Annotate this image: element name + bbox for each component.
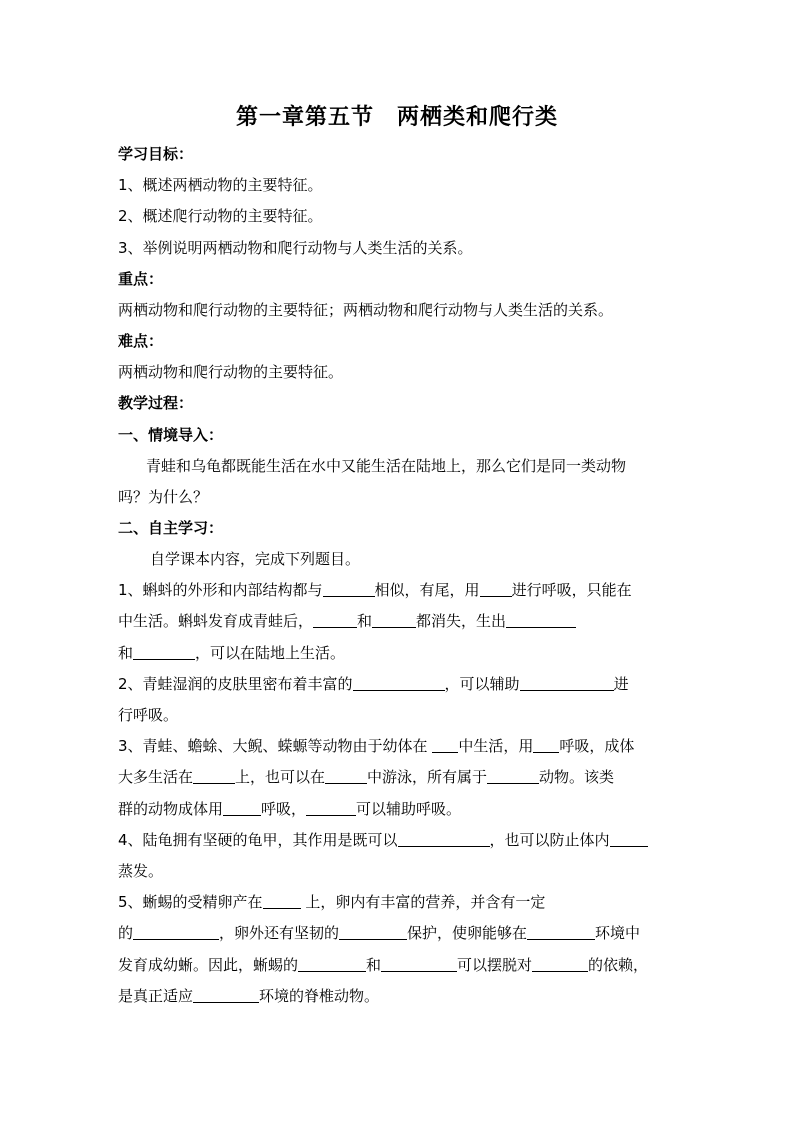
blank <box>610 831 648 847</box>
question-2-line-1: 2、青蛙湿润的皮肤里密布着丰富的 ，可以辅助 进 <box>118 675 629 693</box>
blank <box>325 768 367 784</box>
blank <box>533 737 559 753</box>
section2-intro: 自学课本内容，完成下列题目。 <box>150 550 361 568</box>
objectives-heading: 学习目标： <box>118 145 194 163</box>
blank <box>223 800 261 816</box>
section1-heading: 一、情境导入： <box>118 426 224 444</box>
question-2-line-2: 行呼吸。 <box>118 706 179 724</box>
question-5-line-1: 5、蜥蜴的受精卵产在 上，卵内有丰富的营养，并含有一定 <box>118 893 546 911</box>
blank <box>487 768 539 784</box>
page-title: 第一章第五节 两栖类和爬行类 <box>235 105 558 130</box>
question-3-line-2: 大多生活在 上，也可以在 中游泳，所有属于 动物。该类 <box>118 768 615 786</box>
objective-item-2: 2、概述爬行动物的主要特征。 <box>118 207 323 225</box>
blank <box>398 831 490 847</box>
question-4-line-1: 4、陆龟拥有坚硬的龟甲，其作用是既可以 ，也可以防止体内 <box>118 830 688 850</box>
blank <box>372 612 416 628</box>
question-1-line-2: 中生活。蝌蚪发育成青蛙后， 和 都消失，生出 <box>118 611 688 631</box>
blank <box>339 924 407 940</box>
objective-item-1: 1、概述两栖动物的主要特征。 <box>118 176 323 194</box>
question-3-line-3: 群的动物成体用 呼吸， 可以辅助呼吸。 <box>118 800 462 818</box>
key-points-text: 两栖动物和爬行动物的主要特征；两栖动物和爬行动物与人类生活的关系。 <box>118 301 614 319</box>
blank <box>480 581 512 597</box>
question-3-line-1: 3、青蛙、蟾蜍、大鲵、蝾螈等动物由于幼体在 中生活，用 呼吸，成体 <box>118 737 635 755</box>
blank <box>313 612 357 628</box>
blank <box>353 675 445 691</box>
blank <box>520 675 614 691</box>
objective-item-3: 3、举例说明两栖动物和爬行动物与人类生活的关系。 <box>118 239 473 257</box>
section1-line1: 青蛙和乌龟都既能生活在水中又能生活在陆地上，那么它们是同一类动物 <box>146 457 627 475</box>
section2-heading: 二、自主学习： <box>118 519 224 537</box>
process-heading: 教学过程： <box>118 394 194 412</box>
blank <box>532 956 588 972</box>
blank <box>381 956 457 972</box>
blank <box>323 581 375 597</box>
question-5-line-2: 的 ，卵外还有坚韧的 保护，使卵能够在 环境中 <box>118 924 641 942</box>
blank <box>527 924 595 940</box>
blank <box>263 893 301 909</box>
question-1-line-3: 和 ，可以在陆地上生活。 <box>118 644 346 662</box>
blank <box>193 768 235 784</box>
blank <box>193 987 259 1003</box>
section1-line2: 吗？为什么？ <box>118 488 209 506</box>
blank <box>298 956 366 972</box>
blank <box>432 737 458 753</box>
question-4-line-2: 蒸发。 <box>118 862 164 880</box>
difficulties-heading: 难点： <box>118 332 164 350</box>
blank <box>506 612 576 628</box>
difficulties-text: 两栖动物和爬行动物的主要特征。 <box>118 363 344 381</box>
blank <box>133 644 195 660</box>
blank <box>306 800 356 816</box>
question-5-line-3: 发育成幼蜥。因此，蜥蜴的 和 可以摆脱对 的依赖， <box>118 956 649 974</box>
question-1-line-1: 1、蝌蚪的外形和内部结构都与 相似，有尾，用 进行呼吸，只能在 <box>118 581 632 599</box>
blank <box>133 924 219 940</box>
key-points-heading: 重点： <box>118 270 164 288</box>
question-5-line-4: 是真正适应 环境的脊椎动物。 <box>118 987 380 1005</box>
